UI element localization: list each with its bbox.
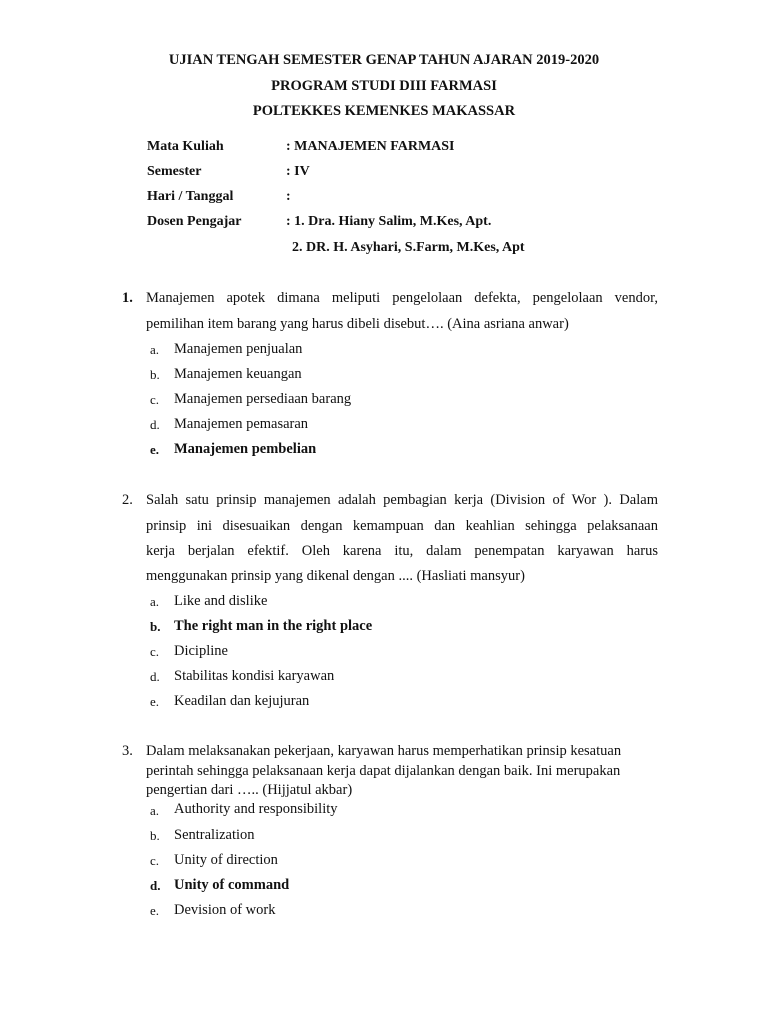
question-number: 2. <box>122 492 133 508</box>
question-text-line: kerja berjalan efektif. Oleh karena itu, dalam penempatan karyawan harus <box>146 543 658 559</box>
option-letter: d. <box>150 417 160 432</box>
option-letter: c. <box>150 644 160 659</box>
question-text-line: prinsip ini disesuaikan dengan kemampuan dan keahlian sehingga pelaksanaan <box>146 518 658 534</box>
option-text: Sentralization <box>174 827 255 843</box>
dosen-label: Dosen Pengajar <box>147 214 242 229</box>
question-text-line: pengertian dari ….. (Hijjatul akbar) <box>146 782 353 798</box>
question-text-line: Manajemen apotek dimana meliputi pengelolaan defekta, pengelolaan vendor, <box>146 290 658 306</box>
option-text: Manajemen persediaan barang <box>174 391 352 407</box>
institution-title: POLTEKKES KEMENKES MAKASSAR <box>252 103 516 119</box>
option-text: Stabilitas kondisi karyawan <box>174 668 335 684</box>
question-text-line: Dalam melaksanakan pekerjaan, karyawan harus memperhatikan prinsip kesatuan <box>146 743 622 759</box>
question-number: 1. <box>122 290 133 306</box>
option-letter: d. <box>150 669 160 684</box>
option-text: Manajemen keuangan <box>174 366 302 382</box>
answer-option-letter: b. <box>150 619 161 634</box>
question-text-line: pemilihan item barang yang harus dibeli disebut…. (Aina asriana anwar) <box>146 316 569 332</box>
option-text: Dicipline <box>174 643 228 659</box>
option-text: Devision of work <box>174 902 276 918</box>
option-letter: c. <box>150 392 160 407</box>
question-text-line: perintah sehingga pelaksanaan kerja dapat dijalankan dengan baik. Ini merupakan <box>146 763 621 779</box>
option-text: Keadilan dan kejujuran <box>174 693 310 709</box>
option-text: Manajemen pemasaran <box>174 416 309 432</box>
dosen-value-2: 2. DR. H. Asyhari, S.Farm, M.Kes, Apt <box>292 240 525 255</box>
option-letter: e. <box>150 903 160 918</box>
answer-option-text: Manajemen pembelian <box>174 441 317 457</box>
program-title: PROGRAM STUDI DIII FARMASI <box>271 78 497 94</box>
question-text-line: Salah satu prinsip manajemen adalah pembagian kerja (Division of Wor ). Dalam <box>146 492 658 508</box>
option-text: Authority and responsibility <box>174 801 338 817</box>
option-text: Manajemen penjualan <box>174 341 303 357</box>
answer-option-letter: d. <box>150 878 161 893</box>
hari-tanggal-label: Hari / Tanggal <box>147 189 234 204</box>
answer-option-text: The right man in the right place <box>174 618 373 634</box>
option-letter: a. <box>150 594 160 609</box>
option-letter: a. <box>150 342 160 357</box>
option-letter: c. <box>150 853 160 868</box>
semester-value: : IV <box>286 164 310 179</box>
option-text: Like and dislike <box>174 593 268 609</box>
option-letter: e. <box>150 694 160 709</box>
question-number: 3. <box>122 743 133 759</box>
option-letter: b. <box>150 367 160 382</box>
option-text: Unity of direction <box>174 852 278 868</box>
option-letter: a. <box>150 803 160 818</box>
answer-option-letter: e. <box>150 442 160 457</box>
hari-tanggal-value: : <box>286 189 291 204</box>
mata-kuliah-value: : MANAJEMEN FARMASI <box>286 139 455 154</box>
mata-kuliah-label: Mata Kuliah <box>147 139 224 154</box>
semester-label: Semester <box>147 164 202 179</box>
exam-title: UJIAN TENGAH SEMESTER GENAP TAHUN AJARAN 2019-2020 <box>168 52 600 68</box>
question-text-line: menggunakan prinsip yang dikenal dengan .... (Hasliati mansyur) <box>146 568 525 584</box>
answer-option-text: Unity of command <box>174 877 290 893</box>
option-letter: b. <box>150 828 160 843</box>
dosen-value-1: : 1. Dra. Hiany Salim, M.Kes, Apt. <box>286 214 492 229</box>
